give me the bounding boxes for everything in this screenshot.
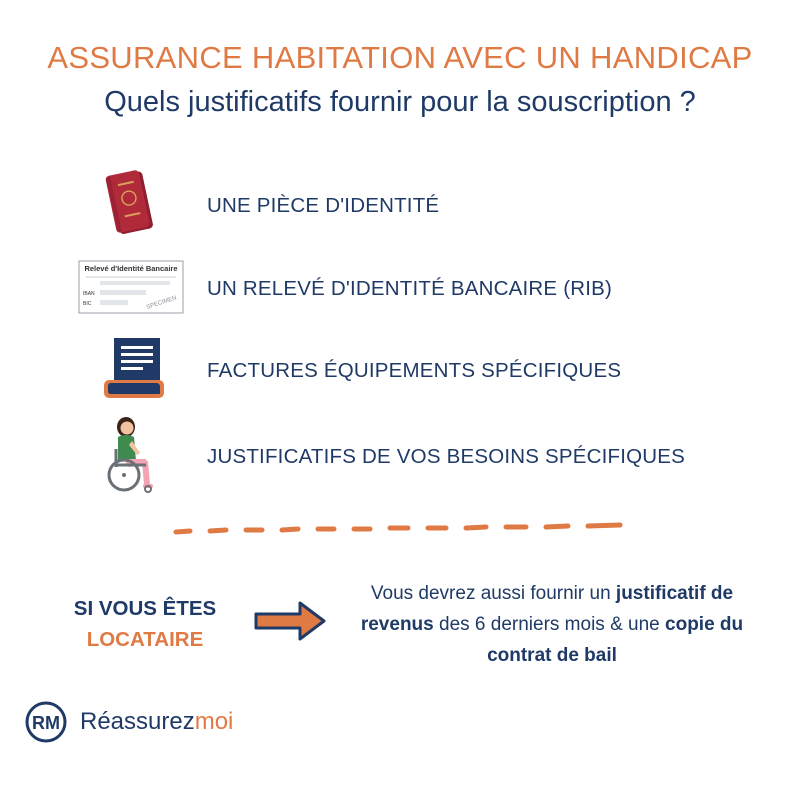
arrow-right-icon — [252, 598, 328, 644]
rm-monogram-icon — [24, 700, 70, 744]
tenant-callout — [40, 593, 250, 655]
tenant-note — [336, 578, 768, 671]
brand-name-part-2: moi — [194, 708, 234, 735]
page-subtitle: Quels justificatifs fournir pour la souscription ? — [104, 86, 696, 118]
list-item-invoices — [0, 330, 800, 410]
item-label: UNE PIÈCE D'IDENTITÉ — [207, 194, 440, 217]
note-bold-2: copie du contrat de bail — [487, 614, 744, 666]
wheelchair-person-icon — [78, 415, 188, 495]
rib-heading: Relevé d'Identité Bancaire — [84, 264, 178, 273]
page-title: ASSURANCE HABITATION AVEC UN HANDICAP — [47, 40, 753, 75]
invoice-scroll-icon — [78, 330, 188, 410]
note-bold-1: justificatif de revenus — [360, 583, 734, 635]
rib-bic-label: BIC — [83, 301, 92, 307]
note-text-2: des 6 derniers mois & une — [433, 614, 666, 635]
dashed-separator — [170, 518, 630, 542]
list-item-rib — [0, 250, 800, 330]
tenant-line-1: SI VOUS ÊTES — [73, 597, 217, 620]
tenant-line-2: LOCATAIRE — [86, 628, 204, 651]
bank-statement-icon — [78, 250, 188, 330]
brand-logo — [24, 700, 284, 744]
note-text-1: Vous devrez aussi fournir un — [370, 583, 616, 604]
item-label: JUSTIFICATIFS DE VOS BESOINS SPÉCIFIQUES — [207, 445, 686, 468]
rib-iban-label: IBAN — [83, 291, 95, 297]
brand-name-part-1: Réassurez — [80, 708, 195, 735]
rib-stamp: SPECIMEN — [145, 295, 178, 311]
list-item-needs — [0, 415, 800, 495]
passport-icon — [78, 166, 188, 246]
logo-monogram: RM — [32, 713, 60, 733]
item-label: FACTURES ÉQUIPEMENTS SPÉCIFIQUES — [207, 359, 622, 382]
item-label: UN RELEVÉ D'IDENTITÉ BANCAIRE (RIB) — [207, 277, 613, 300]
list-item-identity — [0, 166, 800, 246]
